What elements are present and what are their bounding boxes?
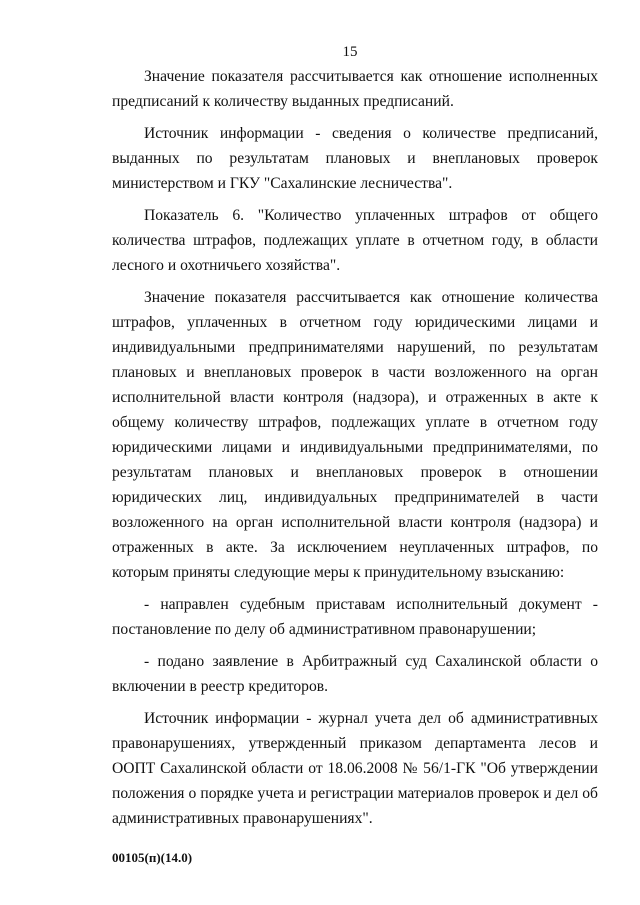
list-item-arbitration-claim: - подано заявление в Арбитражный суд Сахалинской области о включении в реестр кредиторов. <box>112 653 598 695</box>
paragraph-information-source: Источник информации - сведения о количестве предписаний, выданных по результатам плановых и внеплановых проверок министерством и ГКУ "Сахалинские лесничества". <box>112 125 598 192</box>
document-body <box>112 64 598 838</box>
paragraph-indicator-6-calculation: Значение показателя рассчитывается как отношение количества штрафов, уплаченных в отчетном году юридическими лицами и индивидуальными предпринимателями нарушений, по результатам плановых и внеплановых проверок в части возложенного на орган исполнительной власти контроля (надзора), и отраженных в акте к общему количеству штрафов, подлежащих уплате в отчетном году юридическими лицами и индивидуальными предпринимателями, по результатам плановых и внеплановых проверок в отношении юридических лиц, индивидуальных предпринимателей в части возложенного на орган исполнительной власти контроля (надзора) и отраженных в акте. За исключением неуплаченных штрафов, по которым приняты следующие меры к принудительному взысканию: <box>112 289 598 581</box>
paragraph-indicator-6-title: Показатель 6. "Количество уплаченных штрафов от общего количества штрафов, подлежащих уплате в отчетном году, в области лесного и охотничьего хозяйства". <box>112 207 598 274</box>
page-number: 15 <box>342 44 358 60</box>
paragraph-information-source-journal: Источник информации - журнал учета дел об административных правонарушениях, утвержденный приказом департамента лесов и ООПТ Сахалинской области от 18.06.2008 № 56/1-ГК "Об утверждении положения о порядке учета и регистрации материалов проверок и дел об административных правонарушениях". <box>112 710 598 827</box>
document-code: 00105(п)(14.0) <box>112 850 193 865</box>
paragraph-indicator-calculation: Значение показателя рассчитывается как отношение исполненных предписаний к количеству выданных предписаний. <box>112 68 598 110</box>
list-item-enforcement-document: - направлен судебным приставам исполнительный документ - постановление по делу об административном правонарушении; <box>112 596 598 638</box>
